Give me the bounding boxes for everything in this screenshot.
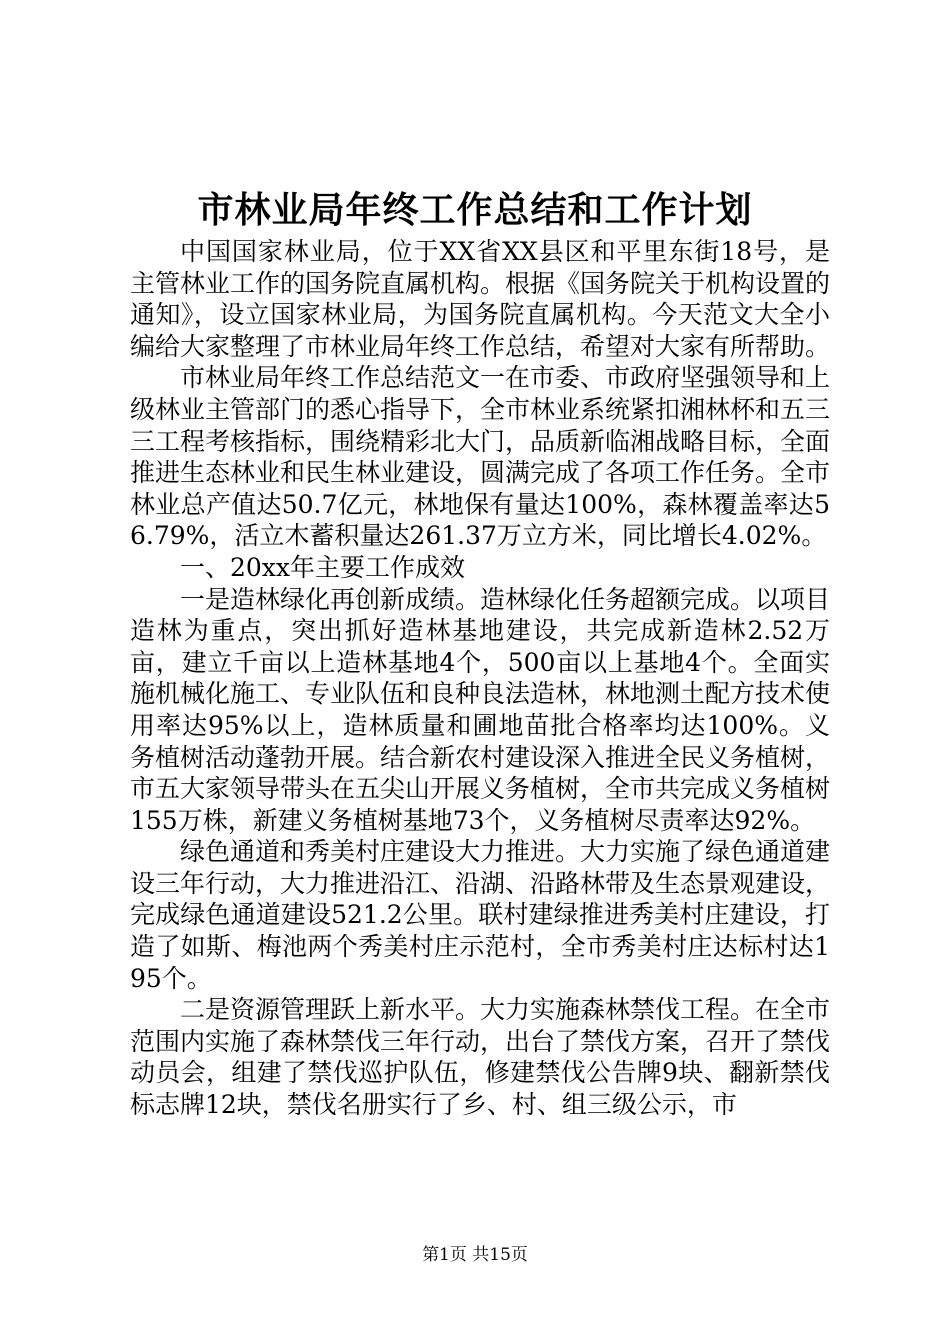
intro-paragraph: 中国国家林业局，位于XX省XX县区和平里东街18号，是主管林业工作的国务院直属机构。根据《国务院关于机构设置的通知》，设立国家林业局，为国务院直属机构。今天范文大全小编给大家整理了市林业局年终工作总结，希望对大家有所帮助。: [130, 237, 831, 361]
section-heading: 一、20xx年主要工作成效: [180, 552, 466, 582]
page-number-footer: 第1页 共15页: [422, 1245, 528, 1265]
summary-paragraph: 市林业局年终工作总结范文一在市委、市政府坚强领导和上级林业主管部门的悉心指导下，全市林业系统紧扣湘林杯和五三三工程考核指标，围绕精彩北大门，品质新临湘战略目标，全面推进生态林业和民生林业建设，圆满完成了各项工作任务。全市林业总产值达50.7亿元，林地保有量达100%，森林覆盖率达56.79%，活立木蓄积量达261.37万立方米，同比增长4.02%。: [130, 363, 831, 551]
document-body: [130, 236, 830, 1121]
resource-management-paragraph: 二是资源管理跃上新水平。大力实施森林禁伐工程。在全市范围内实施了森林禁伐三年行动，出台了禁伐方案，召开了禁伐动员会，组建了禁伐巡护队伍，修建禁伐公告牌9块、翻新禁伐标志牌12块，禁伐名册实行了乡、村、组三级公示，市: [130, 995, 831, 1120]
document-title: 市林业局年终工作总结和工作计划: [197, 189, 753, 231]
afforestation-paragraph: 一是造林绿化再创新成绩。造林绿化任务超额完成。以项目造林为重点，突出抓好造林基地建设，共完成新造林2.52万亩，建立千亩以上造林基地4个，500亩以上基地4个。全面实施机械化施工、专业队伍和良种良法造林，林地测土配方技术使用率达95%以上，造林质量和圃地苗批合格率均达100%。义务植树活动蓬勃开展。结合新农村建设深入推进全民义务植树，市五大家领导带头在五尖山开展义务植树，全市共完成义务植树155万株，新建义务植树基地73个，义务植树尽责率达92%。: [130, 584, 831, 835]
green-channel-paragraph: 绿色通道和秀美村庄建设大力推进。大力实施了绿色通道建设三年行动，大力推进沿江、沿湖、沿路林带及生态景观建设，完成绿色通道建设521.2公里。联村建绿推进秀美村庄建设，打造了如斯、梅池两个秀美村庄示范村，全市秀美村庄达标村达195个。: [130, 837, 831, 993]
